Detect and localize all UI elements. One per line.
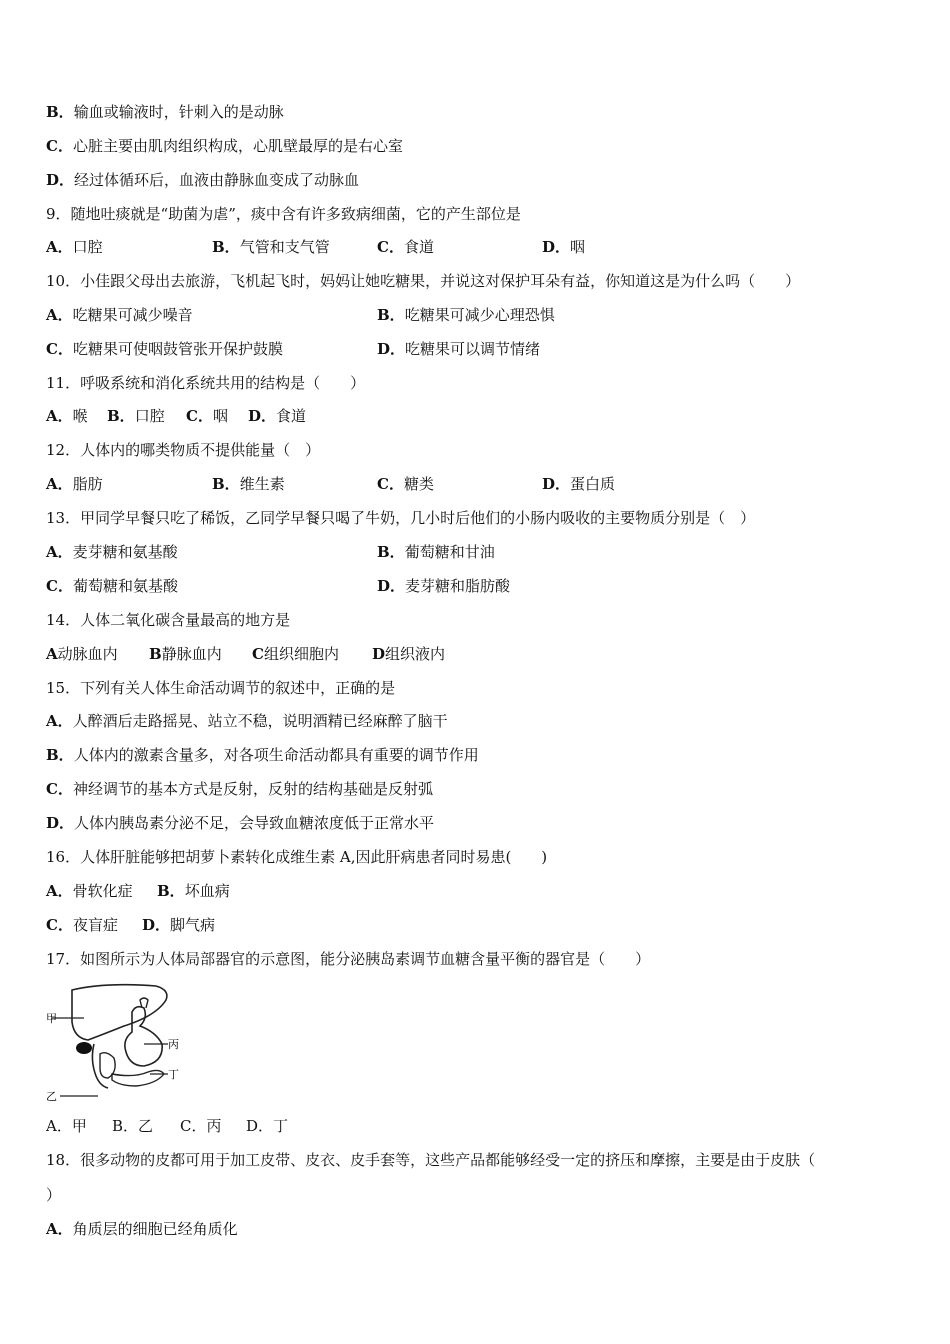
option-16c: C．夜盲症 bbox=[46, 916, 118, 934]
option-8c: C．心脏主要由肌肉组织构成，心肌壁最厚的是右心室 bbox=[46, 137, 403, 155]
option-17a: A．甲 bbox=[46, 1117, 87, 1135]
option-16b: B．坏血病 bbox=[157, 882, 230, 900]
label-jia: 甲 bbox=[46, 1012, 57, 1025]
option-17c: C．丙 bbox=[180, 1117, 222, 1135]
option-17b: B．乙 bbox=[112, 1117, 154, 1135]
option-12c: C．糖类 bbox=[377, 475, 434, 493]
stomach-shape bbox=[125, 1007, 162, 1066]
option-15c: C．神经调节的基本方式是反射，反射的结构基础是反射弧 bbox=[46, 780, 433, 798]
question-14: 14．人体二氧化碳含量最高的地方是 bbox=[46, 611, 291, 629]
question-11: 11．呼吸系统和消化系统共用的结构是（ ） bbox=[46, 374, 366, 392]
option-11c: C．咽 bbox=[186, 407, 228, 425]
option-14c: C组织细胞内 bbox=[252, 645, 339, 663]
option-13d: D．麦芽糖和脂肪酸 bbox=[377, 577, 511, 595]
option-10b: B．吃糖果可减少心理恐惧 bbox=[377, 306, 555, 324]
option-10d: D．吃糖果可以调节情绪 bbox=[377, 340, 541, 358]
question-15: 15．下列有关人体生命活动调节的叙述中，正确的是 bbox=[46, 679, 396, 697]
option-8d: D．经过体循环后，血液由静脉血变成了动脉血 bbox=[46, 171, 360, 189]
option-17d: D．丁 bbox=[246, 1117, 289, 1135]
option-9c: C．食道 bbox=[377, 238, 434, 256]
label-yi: 乙 bbox=[46, 1090, 57, 1102]
option-11d: D．食道 bbox=[248, 407, 307, 425]
option-12a: A．脂肪 bbox=[46, 475, 103, 493]
question-13: 13．甲同学早餐只吃了稀饭，乙同学早餐只喝了牛奶，几小时后他们的小肠内吸收的主要物质分别是（ ） bbox=[46, 509, 756, 527]
question-10: 10．小佳跟父母出去旅游，飞机起飞时，妈妈让她吃糖果，并说这对保护耳朵有益，你知道这是为什么吗（ ） bbox=[46, 272, 801, 290]
option-9b: B．气管和支气管 bbox=[212, 238, 330, 256]
option-11a: A．喉 bbox=[46, 407, 88, 425]
question-9: 9．随地吐痰就是“助菌为虐”，痰中含有许多致病细菌，它的产生部位是 bbox=[46, 205, 521, 223]
option-15b: B．人体内的激素含量多，对各项生命活动都具有重要的调节作用 bbox=[46, 746, 479, 764]
pancreas-shape bbox=[112, 1070, 164, 1086]
option-13c: C．葡萄糖和氨基酸 bbox=[46, 577, 178, 595]
gallbladder-shape bbox=[76, 1042, 92, 1054]
option-10c: C．吃糖果可使咽鼓管张开保护鼓膜 bbox=[46, 340, 283, 358]
option-16a: A．骨软化症 bbox=[46, 882, 133, 900]
organ-diagram bbox=[44, 982, 184, 1102]
option-15d: D．人体内胰岛素分泌不足，会导致血糖浓度低于正常水平 bbox=[46, 814, 435, 832]
option-13a: A．麦芽糖和氨基酸 bbox=[46, 543, 178, 561]
option-8b: B．输血或输液时，针刺入的是动脉 bbox=[46, 103, 284, 121]
option-9d: D．咽 bbox=[542, 238, 586, 256]
option-10a: A．吃糖果可减少噪音 bbox=[46, 306, 193, 324]
question-18: 18．很多动物的皮都可用于加工皮带、皮衣、皮手套等，这些产品都能够经受一定的挤压和摩擦，主要是由于皮肤（ bbox=[46, 1151, 816, 1169]
option-13b: B．葡萄糖和甘油 bbox=[377, 543, 495, 561]
question-18-cont: ） bbox=[46, 1186, 62, 1204]
option-12d: D．蛋白质 bbox=[542, 475, 616, 493]
option-11b: B．口腔 bbox=[107, 407, 165, 425]
question-16: 16．人体肝脏能够把胡萝卜素转化成维生素 A,因此肝病患者同时易患( ) bbox=[46, 848, 548, 866]
option-14a: A动脉血内 bbox=[46, 645, 118, 663]
question-17: 17．如图所示为人体局部器官的示意图，能分泌胰岛素调节血糖含量平衡的器官是（ ） bbox=[46, 950, 651, 968]
option-14d: D组织液内 bbox=[372, 645, 446, 663]
option-12b: B．维生素 bbox=[212, 475, 285, 493]
option-16d: D．脚气病 bbox=[142, 916, 216, 934]
esophagus-shape bbox=[140, 998, 148, 1008]
label-bing: 丙 bbox=[168, 1038, 179, 1051]
question-12: 12．人体内的哪类物质不提供能量（ ） bbox=[46, 441, 321, 459]
option-9a: A．口腔 bbox=[46, 238, 103, 256]
option-14b: B静脉血内 bbox=[149, 645, 222, 663]
option-18a: A．角质层的细胞已经角质化 bbox=[46, 1220, 238, 1238]
liver-shape bbox=[72, 985, 167, 1040]
label-ding: 丁 bbox=[168, 1068, 179, 1081]
option-15a: A．人醉酒后走路摇晃、站立不稳，说明酒精已经麻醉了脑干 bbox=[46, 712, 448, 730]
